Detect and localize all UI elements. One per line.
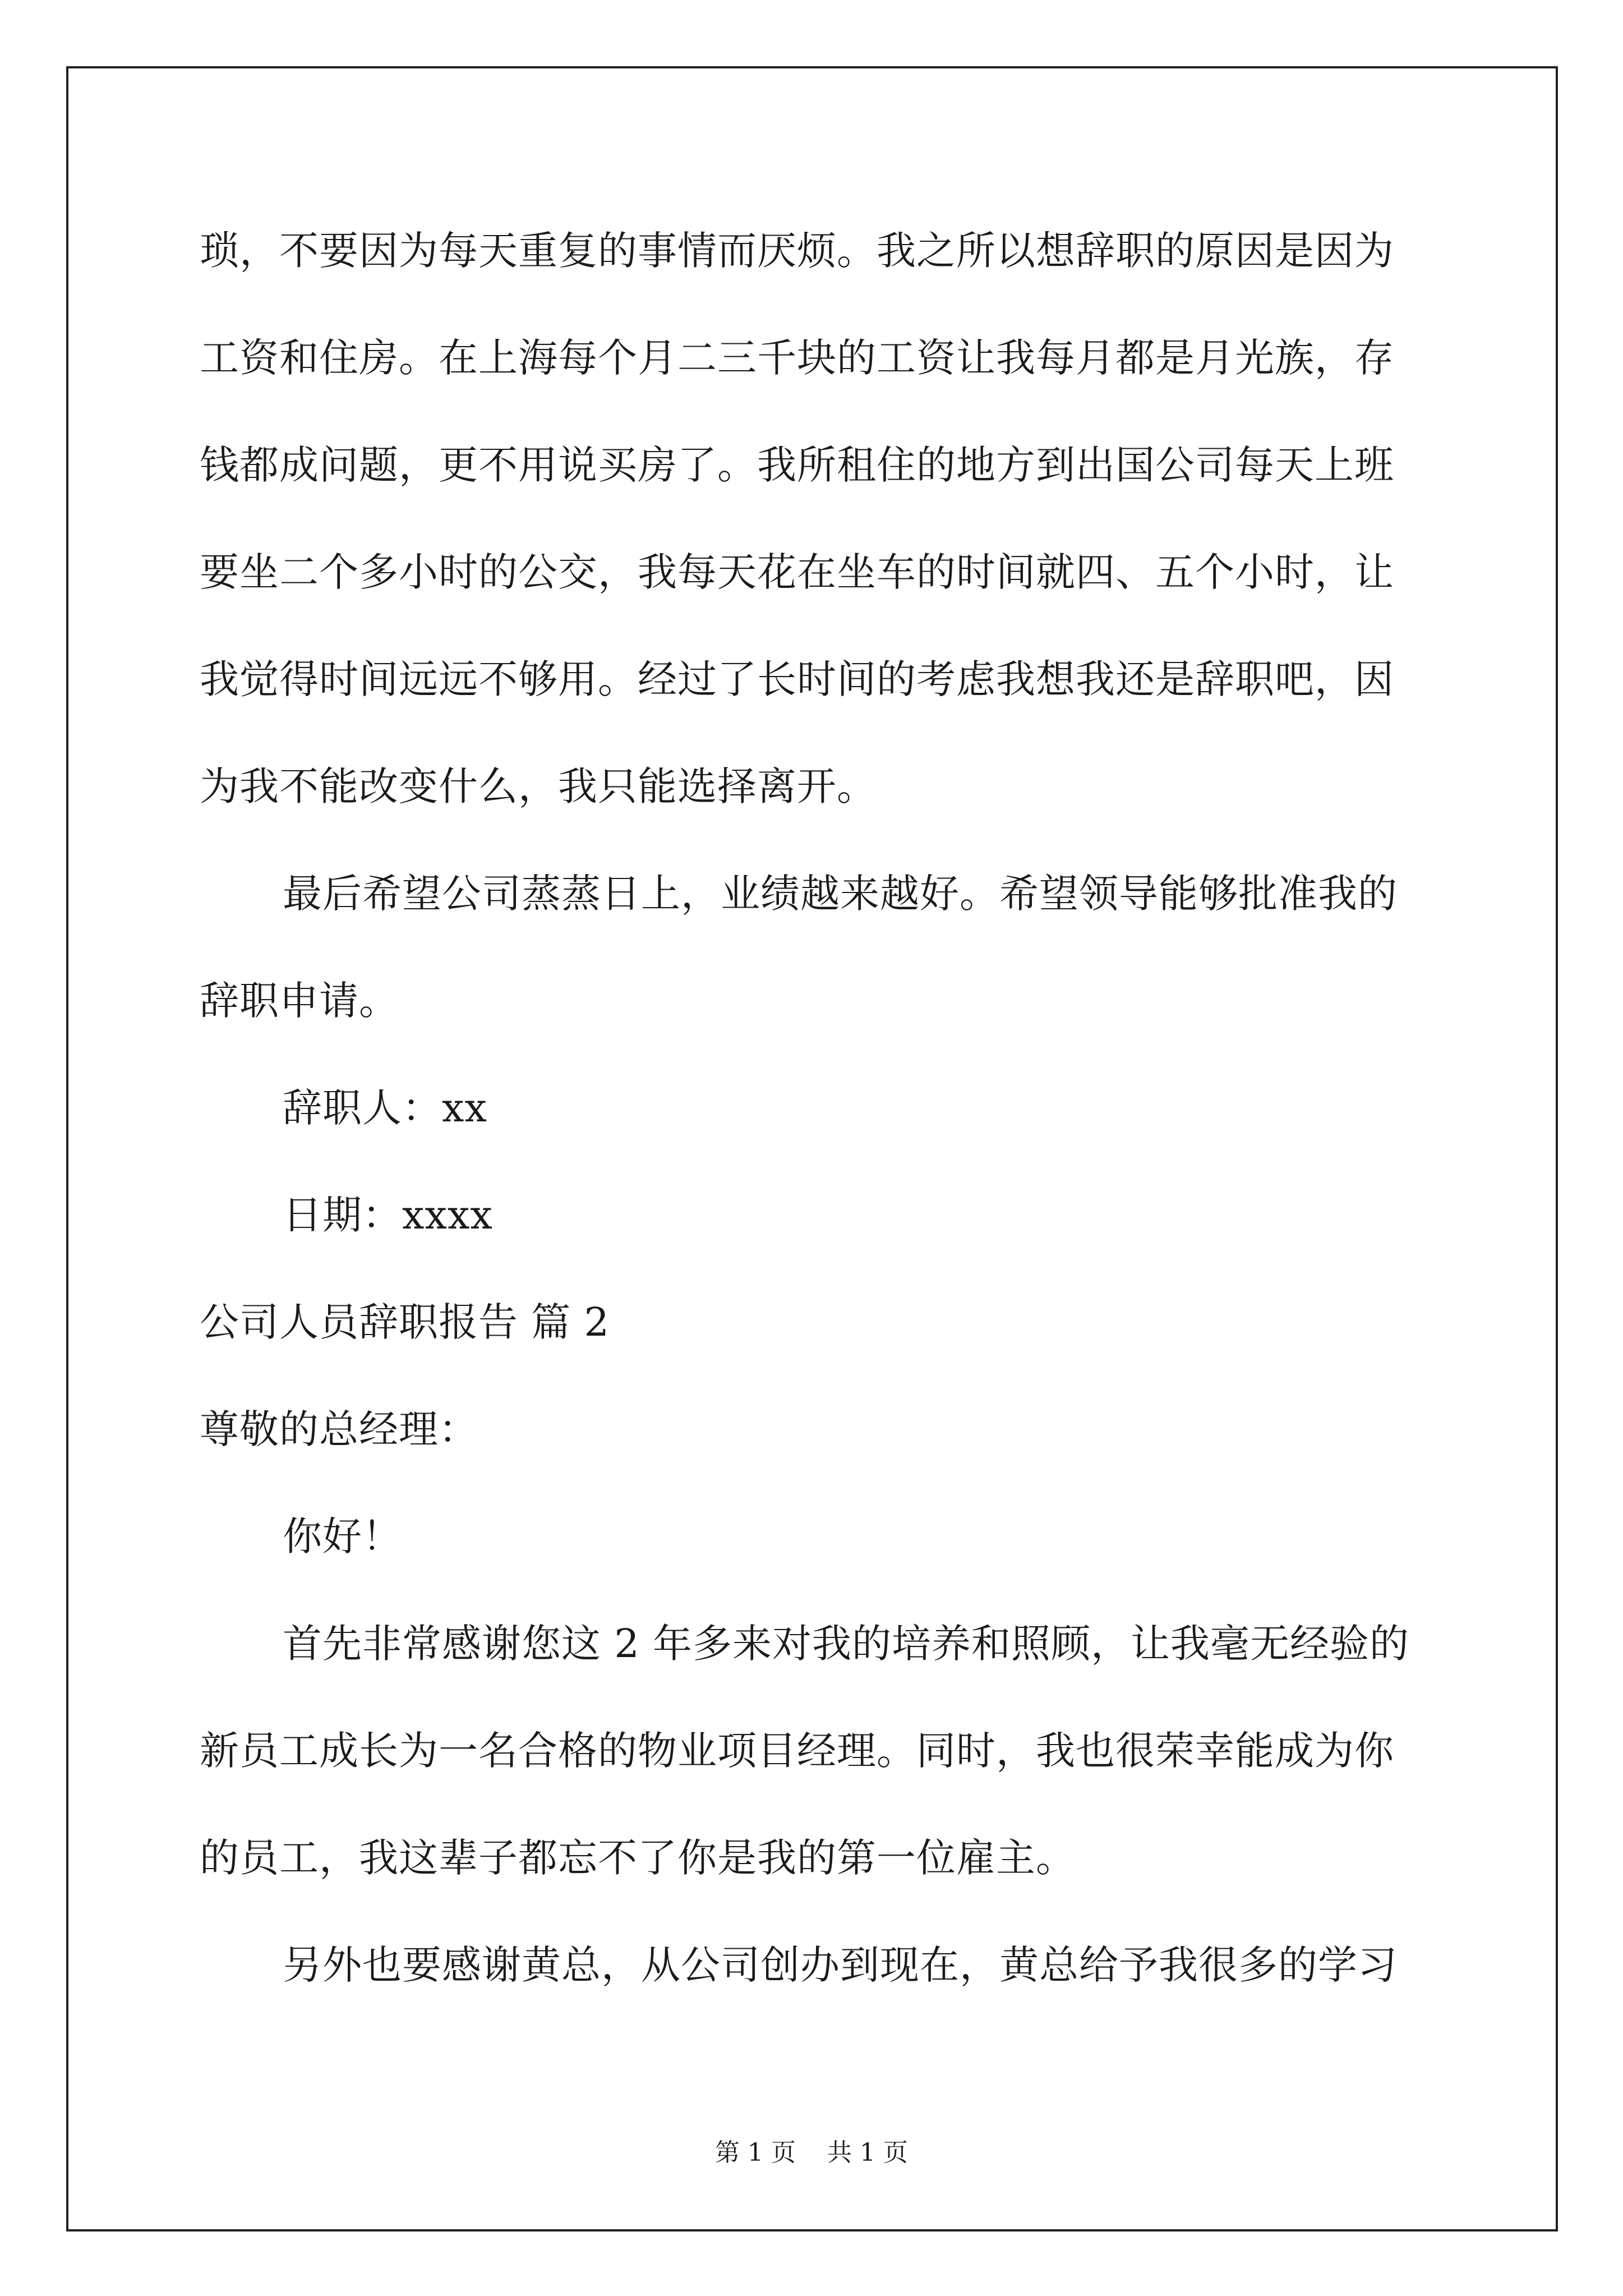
date-line: 日期：xxxx — [283, 1192, 493, 1238]
section-heading: 公司人员辞职报告 篇 2 — [200, 1299, 610, 1345]
page-border — [66, 66, 1558, 2231]
body-line-5: 我觉得时间远远不够用。经过了长时间的考虑我想我还是辞职吧，因 — [200, 656, 1394, 702]
body-line-6: 为我不能改变什么，我只能选择离开。 — [200, 763, 877, 809]
body-line-1: 琐，不要因为每天重复的事情而厌烦。我之所以想辞职的原因是因为 — [200, 228, 1394, 274]
salutation: 尊敬的总经理： — [200, 1406, 478, 1452]
body-line-17: 另外也要感谢黄总，从公司创办到现在，黄总给予我很多的学习 — [283, 1942, 1398, 1988]
body-line-4: 要坐二个多小时的公交，我每天花在坐车的时间就四、五个小时，让 — [200, 549, 1394, 595]
body-line-3: 钱都成问题，更不用说买房了。我所租住的地方到出国公司每天上班 — [200, 442, 1394, 488]
body-line-14: 首先非常感谢您这 2 年多来对我的培养和照顾，让我毫无经验的 — [283, 1621, 1410, 1667]
body-line-7: 最后希望公司蒸蒸日上，业绩越来越好。希望领导能够批准我的 — [283, 871, 1398, 917]
page-footer: 第 1 页 共 1 页 — [715, 2138, 908, 2167]
body-line-15: 新员工成长为一名合格的物业项目经理。同时，我也很荣幸能成为你 — [200, 1728, 1394, 1774]
greeting: 你好！ — [283, 1513, 402, 1559]
body-line-16: 的员工，我这辈子都忘不了你是我的第一位雇主。 — [200, 1835, 1076, 1881]
signature-line: 辞职人：xx — [283, 1085, 487, 1131]
body-line-8: 辞职申请。 — [200, 978, 399, 1024]
body-line-2: 工资和住房。在上海每个月二三千块的工资让我每月都是月光族，存 — [200, 335, 1394, 381]
